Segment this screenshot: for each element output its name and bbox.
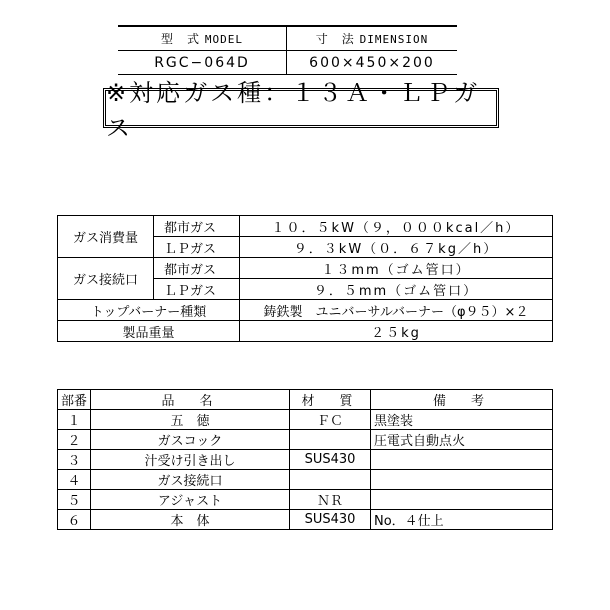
city-gas-label: 都市ガス xyxy=(154,216,240,237)
dimension-value: 600×450×200 xyxy=(287,51,458,75)
part-name: ガス接続口 xyxy=(91,470,290,490)
gas-consumption-label: ガス消費量 xyxy=(58,216,154,258)
model-table-header-row xyxy=(118,26,457,51)
lp-gas-label: ＬＰガス xyxy=(154,237,240,258)
part-material xyxy=(290,430,371,450)
table-row xyxy=(58,450,553,470)
spec-row-inlet-city xyxy=(58,258,553,279)
table-row xyxy=(58,510,553,530)
part-material: ＮＲ xyxy=(290,490,371,510)
gas-consumption-city: １０．５kW（９，０００kcal／h） xyxy=(240,216,553,237)
part-no: ３ xyxy=(58,450,91,470)
dimension-header-cell xyxy=(287,26,458,51)
spec-row-burner xyxy=(58,300,553,321)
city-gas-label: 都市ガス xyxy=(154,258,240,279)
part-note: 黒塗装 xyxy=(371,410,553,430)
dimension-label: 寸 法 xyxy=(315,32,355,46)
part-material: SUS430 xyxy=(290,510,371,530)
gas-consumption-lp: ９．３kW（０．６７kg／h） xyxy=(240,237,553,258)
gas-inlet-label: ガス接続口 xyxy=(58,258,154,300)
lp-gas-label: ＬＰガス xyxy=(154,279,240,300)
weight-label: 製品重量 xyxy=(58,321,240,342)
part-material: ＦＣ xyxy=(290,410,371,430)
table-row xyxy=(58,470,553,490)
weight-value: ２５kg xyxy=(240,321,553,342)
part-name: 五 徳 xyxy=(91,410,290,430)
part-no: ４ xyxy=(58,470,91,490)
part-note: 圧電式自動点火 xyxy=(371,430,553,450)
gas-inlet-lp: ９．５mm（ゴム管口） xyxy=(240,279,553,300)
model-dimension-table xyxy=(118,25,457,75)
spec-row-weight xyxy=(58,321,553,342)
part-no: ２ xyxy=(58,430,91,450)
parts-header-row xyxy=(58,390,553,410)
part-name: 汁受け引き出し xyxy=(91,450,290,470)
part-note xyxy=(371,450,553,470)
table-row xyxy=(58,410,553,430)
part-note xyxy=(371,490,553,510)
part-note xyxy=(371,470,553,490)
part-material xyxy=(290,470,371,490)
part-name: アジャスト xyxy=(91,490,290,510)
part-note: No．４仕上 xyxy=(371,510,553,530)
gas-inlet-city: １３mm（ゴム管口） xyxy=(240,258,553,279)
spec-row-consumption-city xyxy=(58,216,553,237)
model-header-cell xyxy=(118,26,287,51)
burner-value: 鋳鉄製 ユニバーサルバーナー（φ９５）×２ xyxy=(240,300,553,321)
gas-type-banner xyxy=(103,79,499,142)
model-table-value-row xyxy=(118,51,457,75)
part-no: ６ xyxy=(58,510,91,530)
parts-table xyxy=(57,389,553,530)
parts-header-no: 部番 xyxy=(58,390,91,410)
parts-header-material: 材 質 xyxy=(290,390,371,410)
model-label-en: MODEL xyxy=(204,33,243,46)
part-material: SUS430 xyxy=(290,450,371,470)
table-row xyxy=(58,490,553,510)
model-label: 型 式 xyxy=(161,32,201,46)
part-name: 本 体 xyxy=(91,510,290,530)
parts-header-note: 備 考 xyxy=(371,390,553,410)
part-name: ガスコック xyxy=(91,430,290,450)
spec-table xyxy=(57,215,553,342)
dimension-label-en: DIMENSION xyxy=(359,33,429,46)
burner-label: トップバーナー種類 xyxy=(58,300,240,321)
model-value: RGC−064D xyxy=(118,51,287,75)
part-no: １ xyxy=(58,410,91,430)
table-row xyxy=(58,430,553,450)
gas-type-text: ※対応ガス種：１３Ａ・ＬＰガス xyxy=(106,79,481,142)
parts-header-name: 品 名 xyxy=(91,390,290,410)
part-no: ５ xyxy=(58,490,91,510)
